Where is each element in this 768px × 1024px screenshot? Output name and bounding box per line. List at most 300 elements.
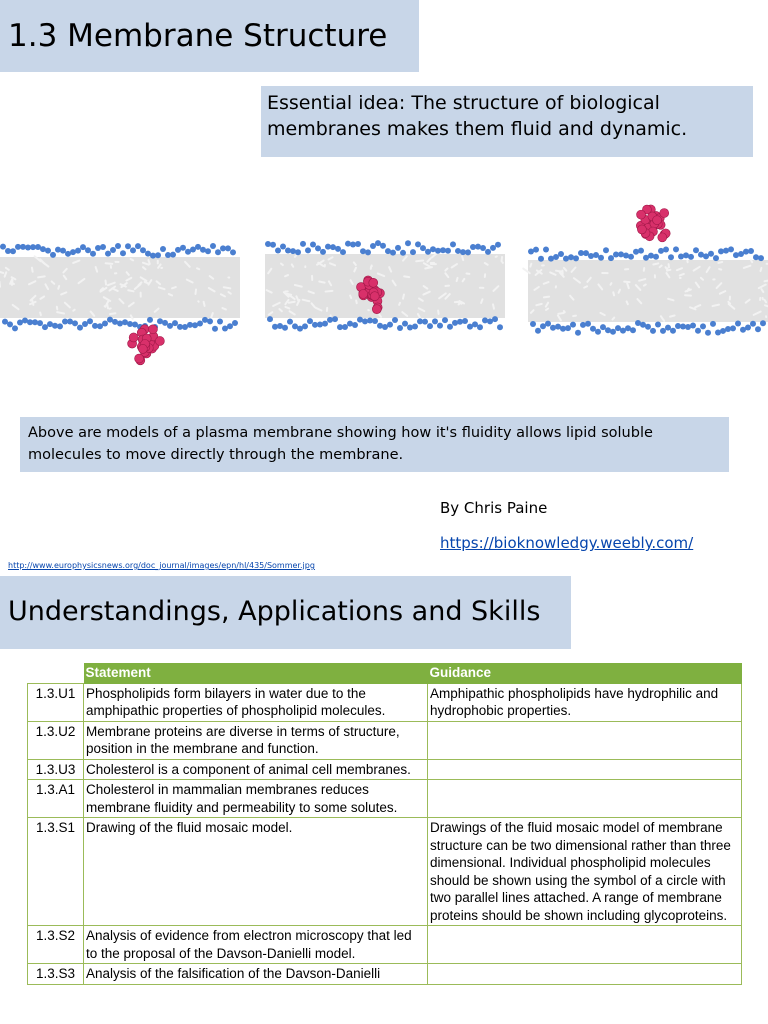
table-row [28,759,742,780]
lipid-tail [32,300,33,305]
lipid-tail [289,302,295,303]
row-guidance: Drawings of the fluid mosaic model of membrane structure can be two dimensional rather than three dimensional. Individual phospholipid molecules should be shown using the symbol of a circle with two parallel lines attached. A range of membrane proteins should be shown including glycoproteins. [428,818,742,926]
lipid-head [530,321,536,327]
lipid-head [377,323,383,329]
lipid-head [533,247,539,253]
lipid-head [135,243,141,249]
lipid-head [568,254,574,260]
lipid-head [678,254,684,260]
lipid-head [232,320,238,326]
lipid-head [360,248,366,254]
lipid-head [180,245,186,251]
lipid-tail [222,308,225,309]
lipid-head [733,252,739,258]
lipid-tail [107,304,108,308]
page-title-text: 1.3 Membrane Structure [8,18,388,54]
lipid-head [80,244,86,250]
lipid-head [633,249,639,255]
table-row [28,683,742,721]
lipid-tail [286,294,291,295]
row-code: 1.3.S1 [28,818,84,926]
lipid-tail [584,286,587,287]
lipid-tail [281,263,283,265]
lipid-tail [197,268,199,269]
lipid-tail [110,313,115,314]
lipid-tail [610,283,611,285]
lipid-head [610,329,616,335]
lipid-tail [536,304,541,305]
lipid-head [608,255,614,261]
lipid-head [45,248,51,254]
lipid-head [140,247,146,253]
lipid-head [155,252,161,258]
lipid-head [90,251,96,257]
lipid-head [755,326,761,332]
lipid-head [50,252,56,258]
lipid-head [638,248,644,254]
lipid-tail [751,260,752,262]
lipid-head [300,241,306,247]
lipid-tail [204,302,205,306]
lipid-head [120,250,126,256]
lipid-head [563,256,569,262]
lipid-head [282,325,288,331]
lipid-head [95,245,101,251]
lipid-head [102,321,108,327]
lipid-tail [169,294,172,295]
lipid-tail [653,263,658,264]
lipid-head [347,321,353,327]
lipid-tail [619,290,620,293]
lipid-head [340,249,346,255]
lipid-head [700,323,706,329]
lipid-head [85,247,91,253]
lipid-head [10,248,16,254]
lipid-head [0,244,6,250]
lipid-head [217,318,223,324]
lipid-head [477,324,483,330]
row-code: 1.3.U1 [28,683,84,721]
lipid-tail [718,262,722,263]
row-guidance [428,926,742,964]
lipid-tail [195,290,196,294]
lipid-head [618,251,624,257]
table-row [28,780,742,818]
standards-table [27,663,742,985]
row-code: 1.3.U3 [28,759,84,780]
lipid-head [472,321,478,327]
lipid-head [42,324,48,330]
lipid-head [147,317,153,323]
lipid-head [105,251,111,257]
lipid-head [462,318,468,324]
lipid-head [455,248,461,254]
lipid-head [550,325,556,331]
header-statement: Statement [84,663,428,683]
lipid-head [405,240,411,246]
lipid-head [305,247,311,253]
lipid-head [392,317,398,323]
row-guidance [428,780,742,818]
lipid-head [585,321,591,327]
row-statement: Analysis of the falsification of the Davson-Danielli [84,964,428,985]
table-row [28,721,742,759]
lipid-head [117,321,123,327]
section-heading-text: Understandings, Applications and Skills [8,596,541,627]
lipid-head [705,330,711,336]
caption-box [20,417,729,472]
table-row [28,964,742,985]
lipid-head [590,326,596,332]
lipid-head [565,325,571,331]
lipid-head [665,325,671,331]
lipid-head [553,254,559,260]
lipid-head [55,247,61,253]
lipid-tail [148,260,149,264]
lipid-head [492,316,498,322]
lipid-tail [558,313,563,314]
lipid-head [332,316,338,322]
lipid-head [342,324,348,330]
row-statement: Analysis of evidence from electron microscopy that led to the proposal of the Davson-Danielli model. [84,926,428,964]
lipid-soluble-molecule [135,354,144,363]
lipid-tail [493,304,494,308]
lipid-head [77,325,83,331]
lipid-tail [350,295,351,298]
lipid-tail [131,259,133,260]
lipid-tail [73,310,74,311]
lipid-head [465,249,471,255]
lipid-head [753,254,759,260]
lipid-tail [627,301,628,304]
lipid-soluble-molecule [370,292,379,301]
lipid-tail [556,271,561,272]
table-row [28,926,742,964]
lipid-tail [399,303,400,305]
lipid-head [60,248,66,254]
image-source-link[interactable]: http://www.europhysicsnews.org/doc_journal/images/epn/hl/435/Sommer.jpg [8,561,315,570]
lipid-head [558,251,564,257]
lipid-tail [106,263,113,264]
lipid-head [100,244,106,250]
essential-idea-text: Essential idea: The structure of biological membranes makes them fluid and dynamic. [267,92,688,140]
lipid-head [710,321,716,327]
lipid-head [270,242,276,248]
caption-text: Above are models of a plasma membrane showing how it's fluidity allows lipid soluble molecules to move directly through the membrane. [28,425,653,463]
lipid-head [212,326,218,332]
lipid-soluble-molecule [138,344,147,353]
lipid-head [728,246,734,252]
page-title [0,0,419,72]
lipid-tail [57,312,64,313]
lipid-head [397,325,403,331]
lipid-tail-region [0,257,240,318]
lipid-head [162,320,168,326]
lipid-head [745,325,751,331]
lipid-head [730,325,736,331]
lipid-soluble-molecule [129,333,138,342]
lipid-soluble-molecule [148,325,157,334]
lipid-head [668,254,674,260]
lipid-head [650,328,656,334]
lipid-head [630,327,636,333]
lipid-soluble-molecule [369,278,378,287]
lipid-head [603,247,609,253]
lipid-tail [58,286,59,289]
lipid-head [365,249,371,255]
lipid-head [420,245,426,251]
lipid-head [543,246,549,252]
lipid-tail [665,267,667,269]
lipid-head [688,254,694,260]
lipid-head [573,255,579,261]
lipid-head [267,316,273,322]
lipid-head [490,245,496,251]
lipid-head [695,328,701,334]
lipid-head [713,255,719,261]
lipid-tail [573,316,576,317]
lipid-head [320,249,326,255]
lipid-head [575,330,581,336]
row-code: 1.3.S2 [28,926,84,964]
lipid-head [485,249,491,255]
lipid-tail [224,287,231,288]
lipid-tail [546,309,548,310]
row-statement: Cholesterol in mammalian membranes reduces membrane fluidity and permeability to some solutes. [84,780,428,818]
lipid-tail [502,257,503,261]
lipid-head [748,248,754,254]
row-statement: Membrane proteins are diverse in terms of structure, position in the membrane and function. [84,721,428,759]
lipid-head [125,243,131,249]
lipid-head [345,241,351,247]
lipid-tail [326,291,333,292]
lipid-head [497,324,503,330]
lipid-head [400,250,406,256]
lipid-tail [128,290,133,291]
lipid-head [535,328,541,334]
lipid-head [307,318,313,324]
lipid-head [210,243,216,249]
lipid-tail [624,282,629,283]
lipid-head [407,325,413,331]
lipid-tail [285,307,289,308]
lipid-head [160,246,166,252]
lipid-tail [228,292,230,294]
lipid-head [370,243,376,249]
lipid-head [110,247,116,253]
lipid-head [230,249,236,255]
lipid-head [410,249,416,255]
lipid-tail [404,276,409,277]
lipid-tail [416,260,423,261]
row-guidance [428,964,742,985]
lipid-head [482,317,488,323]
lipid-head [335,246,341,252]
lipid-head [295,249,301,255]
lipid-head [723,248,729,254]
lipid-tail [38,276,45,277]
lipid-head [495,242,501,248]
lipid-head [735,321,741,327]
lipid-head [315,245,321,251]
lipid-head [380,243,386,249]
lipid-head [317,321,323,327]
lipid-tail [764,280,768,281]
row-statement: Phospholipids form bilayers in water due to the amphipathic properties of phospholipid molecules. [84,683,428,721]
lipid-head [708,251,714,257]
lipid-head [275,248,281,254]
lipid-head [623,253,629,259]
lipid-head [37,320,43,326]
lipid-tail [319,282,324,283]
lipid-head [225,245,231,251]
lipid-head [322,321,328,327]
lipid-head [545,321,551,327]
lipid-soluble-molecule [155,336,164,345]
lipid-tail [713,305,719,306]
lipid-head [280,244,286,250]
lipid-head [693,247,699,253]
lipid-tail [403,295,404,299]
lipid-head [598,255,604,261]
lipid-head [362,318,368,324]
row-guidance [428,759,742,780]
lipid-head [302,323,308,329]
lipid-head [130,247,136,253]
lipid-head [115,243,121,249]
lipid-head [750,321,756,327]
lipid-head [287,319,293,325]
lipid-head [290,248,296,254]
header-blank [28,663,84,683]
lipid-tail [719,269,721,270]
lipid-head [432,318,438,324]
lipid-tail [292,264,293,266]
lipid-tail [32,268,33,272]
lipid-head [57,323,63,329]
lipid-tail [462,256,463,260]
lipid-soluble-molecule [637,210,646,219]
table-row [28,818,742,926]
author-credit: By Chris Paine [440,499,548,517]
lipid-head [355,241,361,247]
lipid-head [628,254,634,260]
header-guidance: Guidance [428,663,742,683]
lipid-tail [670,316,675,317]
lipid-head [595,329,601,335]
lipid-head [87,318,93,324]
lipid-head [207,318,213,324]
lipid-head [387,322,393,328]
row-code: 1.3.U2 [28,721,84,759]
row-code: 1.3.A1 [28,780,84,818]
lipid-head [395,245,401,251]
lipid-head [447,324,453,330]
lipid-tail [457,278,458,281]
lipid-soluble-molecule [658,233,667,242]
lipid-head [660,328,666,334]
lipid-head [412,324,418,330]
membrane-models-svg [0,196,768,376]
lipid-head [655,321,661,327]
row-guidance: Amphipathic phospholipids have hydrophilic and hydrophobic properties. [428,683,742,721]
lipid-head [172,320,178,326]
lipid-tail [613,292,614,295]
lipid-head [422,319,428,325]
lipid-head [570,322,576,328]
section-heading [0,576,571,649]
lipid-tail [40,313,41,316]
lipid-tail [765,300,767,302]
lipid-head [442,317,448,323]
lipid-head [7,321,13,327]
lipid-head [170,252,176,258]
lipid-head [205,248,211,254]
lipid-head [758,255,764,261]
lipid-tail [285,275,288,276]
lipid-head [690,323,696,329]
lipid-head [645,324,651,330]
lipid-tail [544,297,549,298]
lipid-head [402,321,408,327]
row-guidance [428,721,742,759]
lipid-head [760,320,766,326]
lipid-head [452,320,458,326]
lipid-head [437,323,443,329]
membrane-models-illustration [0,196,768,376]
row-code: 1.3.S3 [28,964,84,985]
lipid-tail [356,300,357,303]
lipid-head [670,328,676,334]
lipid-head [648,253,654,259]
lipid-head [352,322,358,328]
lipid-tail [660,266,662,268]
essential-idea-box [261,86,753,157]
lipid-head [600,324,606,330]
lipid-head [538,256,544,262]
lipid-head [75,248,81,254]
lipid-tail [760,268,761,271]
lipid-tail [687,289,689,292]
lipid-tail [145,282,149,284]
lipid-head [588,253,594,259]
lipid-tail [425,267,432,268]
lipid-tail [481,299,482,303]
row-statement: Drawing of the fluid mosaic model. [84,818,428,926]
bioknowledgy-link[interactable]: https://bioknowledgy.weebly.com/ [440,534,694,552]
lipid-soluble-molecule [372,305,381,314]
lipid-tail [105,281,106,285]
lipid-head [310,241,316,247]
lipid-head [450,241,456,247]
lipid-head [197,320,203,326]
lipid-head [227,323,233,329]
lipid-soluble-molecule [653,216,662,225]
lipid-head [445,248,451,254]
lipid-soluble-molecule [359,290,368,299]
lipid-head [72,320,78,326]
lipid-head [673,246,679,252]
lipid-head [663,246,669,252]
lipid-tail [644,285,646,286]
lipid-head [215,249,221,255]
lipid-head [415,241,421,247]
lipid-head [427,323,433,329]
lipid-tail [438,311,439,314]
lipid-tail [530,264,531,267]
lipid-head [195,244,201,250]
lipid-head [390,250,396,256]
